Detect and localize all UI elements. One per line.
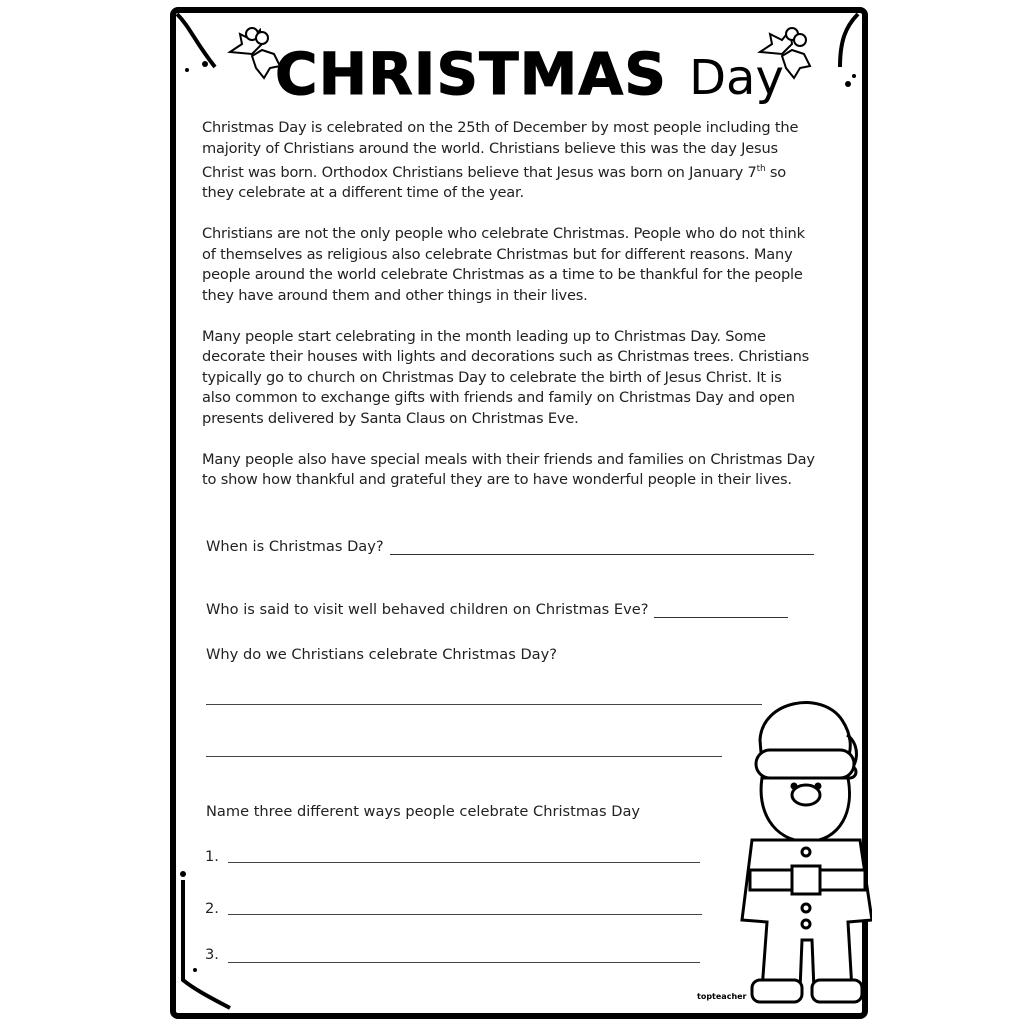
question-2 — [206, 601, 788, 618]
answer-line[interactable] — [228, 862, 700, 863]
title-sub: Day — [689, 50, 784, 106]
text-line: typically go to church on Christmas Day to celebrate the birth of Jesus Christ. It is — [202, 368, 782, 386]
corner-vine-icon — [175, 12, 225, 72]
article-body — [202, 118, 852, 511]
question-text: Who is said to visit well behaved children on Christmas Eve? — [206, 601, 649, 618]
paragraph — [202, 118, 852, 204]
answer-blank[interactable] — [654, 603, 788, 618]
text-line: Many people also have special meals with their friends and families on Christmas Day — [202, 450, 815, 468]
answer-line[interactable] — [228, 914, 702, 915]
text-line: they celebrate at a different time of the year. — [202, 184, 524, 202]
question-text: Why do we Christians celebrate Christmas Day? — [206, 646, 558, 663]
list-number: 2. — [205, 900, 219, 917]
text-line: Christmas Day is celebrated on the 25th of December by most people including the — [202, 119, 799, 136]
corner-vine-icon — [810, 12, 860, 92]
title-main: CHRISTMAS — [275, 40, 668, 108]
list-number: 3. — [205, 946, 219, 963]
question-1 — [206, 538, 814, 555]
text-segment: so — [765, 163, 787, 181]
paragraph — [202, 327, 852, 430]
text-line: people around the world celebrate Christmas as a time to be thankful for the people — [202, 266, 803, 284]
text-line: to show how thankful and grateful they are to have wonderful people in their lives. — [202, 471, 792, 489]
question-3 — [206, 646, 557, 663]
text-line — [202, 159, 852, 183]
text-segment: Christ was born. Orthodox Christians believe that Jesus was born on January 7 — [202, 163, 757, 181]
corner-vine-icon — [175, 870, 235, 1010]
ordinal-suffix: th — [756, 164, 766, 174]
list-number: 1. — [205, 848, 219, 865]
text-line: of themselves as religious also celebrate Christmas but for different reasons. Many — [202, 245, 793, 263]
text-line: decorate their houses with lights and decorations such as Christmas trees. Christians — [202, 348, 810, 366]
answer-line[interactable] — [228, 962, 700, 963]
text-line: Christians are not the only people who celebrate Christmas. People who do not think — [202, 225, 805, 243]
paragraph — [202, 224, 852, 306]
answer-blank[interactable] — [390, 540, 814, 555]
text-line: majority of Christians around the world. Christians believe this was the day Jesus — [202, 139, 778, 157]
page-title — [275, 40, 784, 108]
text-line: presents delivered by Santa Claus on Christmas Eve. — [202, 409, 579, 427]
question-text: When is Christmas Day? — [206, 538, 384, 555]
text-line: Many people start celebrating in the month leading up to Christmas Day. Some — [202, 327, 766, 345]
answer-line[interactable] — [206, 756, 722, 757]
text-line: they have around them and other things in their lives. — [202, 286, 588, 304]
text-line: also common to exchange gifts with friends and family on Christmas Day and open — [202, 389, 795, 407]
answer-line[interactable] — [206, 704, 762, 705]
question-text: Name three different ways people celebrate Christmas Day — [206, 803, 641, 820]
brand-logo: topteacher — [697, 992, 747, 1001]
santa-illustration — [722, 690, 872, 1008]
paragraph — [202, 450, 852, 491]
question-4 — [206, 803, 640, 820]
